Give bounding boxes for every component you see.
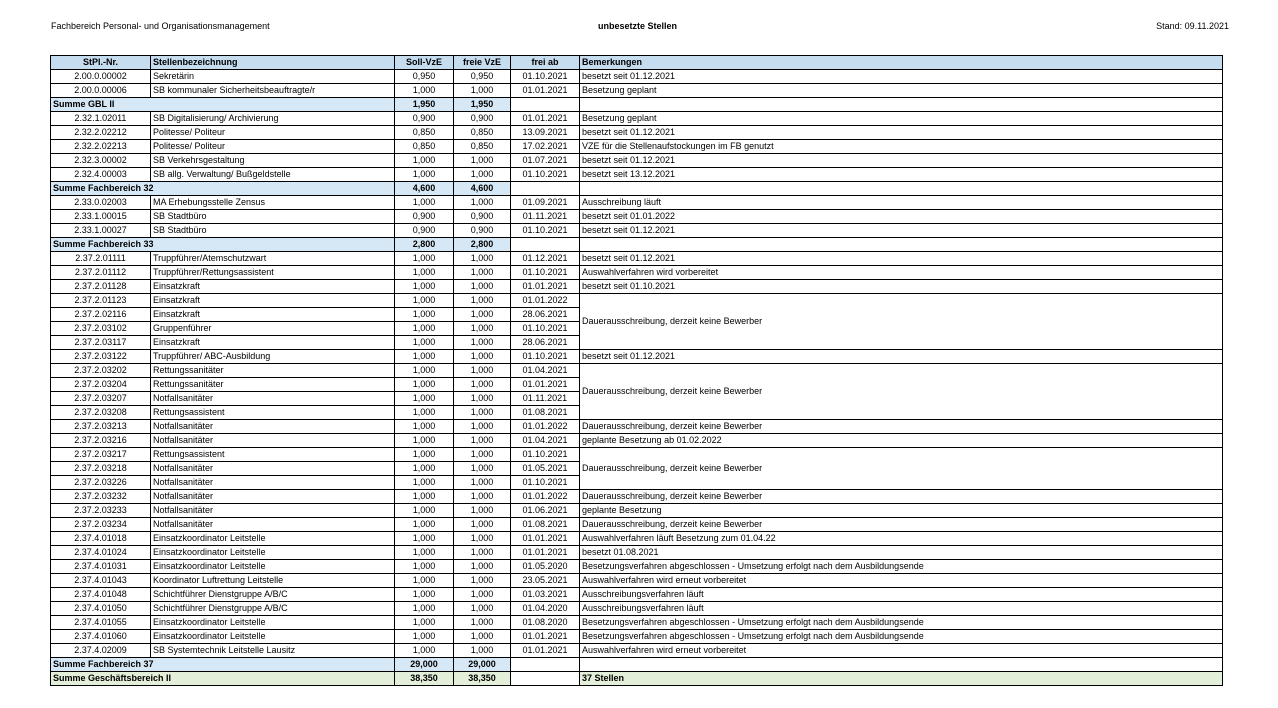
- subtotal-row: [51, 98, 1223, 112]
- table-row: [51, 448, 1223, 462]
- stpl-nr-cell: 2.37.2.02116: [51, 308, 151, 322]
- subtotal-label: Summe Fachbereich 32: [51, 182, 395, 196]
- frei-ab-cell: 01.07.2021: [511, 154, 580, 168]
- table-row: [51, 280, 1223, 294]
- position-title-cell: Truppführer/ ABC-Ausbildung: [151, 350, 395, 364]
- freie-vze-cell: 1,000: [454, 280, 511, 294]
- position-title-cell: Notfallsanitäter: [151, 420, 395, 434]
- freie-vze-cell: 0,900: [454, 112, 511, 126]
- table-row: [51, 70, 1223, 84]
- soll-vze-cell: 1,000: [395, 196, 454, 210]
- soll-vze-sum: 29,000: [395, 658, 454, 672]
- frei-ab-cell: 01.10.2021: [511, 266, 580, 280]
- stpl-nr-cell: 2.37.4.01055: [51, 616, 151, 630]
- frei-ab-cell: 01.01.2021: [511, 84, 580, 98]
- remarks-cell: geplante Besetzung ab 01.02.2022: [580, 434, 1223, 448]
- soll-vze-sum: 2,800: [395, 238, 454, 252]
- frei-ab-cell: 28.06.2021: [511, 336, 580, 350]
- column-header-bemerkungen: Bemerkungen: [580, 56, 1223, 70]
- frei-ab-cell: 01.08.2020: [511, 616, 580, 630]
- soll-vze-cell: 1,000: [395, 420, 454, 434]
- freie-vze-sum: 1,950: [454, 98, 511, 112]
- freie-vze-cell: 1,000: [454, 168, 511, 182]
- table-row: [51, 126, 1223, 140]
- remarks-cell: Auswahlverfahren wird vorbereitet: [580, 266, 1223, 280]
- table-row: [51, 210, 1223, 224]
- soll-vze-sum: 38,350: [395, 672, 454, 686]
- freie-vze-cell: 1,000: [454, 154, 511, 168]
- stpl-nr-cell: 2.37.2.03213: [51, 420, 151, 434]
- stpl-nr-cell: 2.37.4.01048: [51, 588, 151, 602]
- soll-vze-cell: 0,900: [395, 112, 454, 126]
- frei-ab-cell: 01.01.2021: [511, 532, 580, 546]
- stpl-nr-cell: 2.00.0.00006: [51, 84, 151, 98]
- remarks-cell: besetzt seit 01.12.2021: [580, 70, 1223, 84]
- table-row: [51, 588, 1223, 602]
- table-row: [51, 602, 1223, 616]
- table-row: [51, 574, 1223, 588]
- stpl-nr-cell: 2.37.2.03208: [51, 406, 151, 420]
- soll-vze-cell: 1,000: [395, 308, 454, 322]
- soll-vze-cell: 0,850: [395, 126, 454, 140]
- soll-vze-cell: 0,950: [395, 70, 454, 84]
- header-department: Fachbereich Personal- und Organisationsmanagement: [51, 21, 270, 31]
- column-header-freie-vze: freie VzE: [454, 56, 511, 70]
- soll-vze-cell: 1,000: [395, 294, 454, 308]
- position-title-cell: Koordinator Luftrettung Leitstelle: [151, 574, 395, 588]
- frei-ab-cell: [511, 182, 580, 196]
- remarks-cell: Auswahlverfahren wird erneut vorbereitet: [580, 644, 1223, 658]
- freie-vze-sum: 4,600: [454, 182, 511, 196]
- subtotal-label: Summe GBL II: [51, 98, 395, 112]
- frei-ab-cell: 01.03.2021: [511, 588, 580, 602]
- position-title-cell: Notfallsanitäter: [151, 518, 395, 532]
- stpl-nr-cell: 2.37.4.01024: [51, 546, 151, 560]
- soll-vze-cell: 1,000: [395, 280, 454, 294]
- remarks-cell: Besetzungsverfahren abgeschlossen - Umsetzung erfolgt nach dem Ausbildungsende: [580, 630, 1223, 644]
- freie-vze-cell: 1,000: [454, 84, 511, 98]
- position-title-cell: Schichtführer Dienstgruppe A/B/C: [151, 588, 395, 602]
- soll-vze-cell: 1,000: [395, 532, 454, 546]
- freie-vze-cell: 1,000: [454, 462, 511, 476]
- soll-vze-cell: 1,000: [395, 588, 454, 602]
- position-title-cell: Einsatzkoordinator Leitstelle: [151, 630, 395, 644]
- stpl-nr-cell: 2.32.3.00002: [51, 154, 151, 168]
- remarks-cell: besetzt seit 01.10.2021: [580, 280, 1223, 294]
- freie-vze-cell: 1,000: [454, 532, 511, 546]
- grand-total-row: [51, 672, 1223, 686]
- position-title-cell: SB Stadtbüro: [151, 210, 395, 224]
- table-row: [51, 490, 1223, 504]
- remarks-cell: besetzt seit 01.12.2021: [580, 126, 1223, 140]
- frei-ab-cell: 01.10.2021: [511, 350, 580, 364]
- subtotal-label: Summe Fachbereich 37: [51, 658, 395, 672]
- table-row: [51, 154, 1223, 168]
- position-title-cell: Einsatzkraft: [151, 336, 395, 350]
- soll-vze-cell: 0,900: [395, 210, 454, 224]
- position-title-cell: Rettungssanitäter: [151, 378, 395, 392]
- position-title-cell: SB Digitalisierung/ Archivierung: [151, 112, 395, 126]
- freie-vze-cell: 0,950: [454, 70, 511, 84]
- remarks-cell: Ausschreibung läuft: [580, 196, 1223, 210]
- column-header-frei-ab: frei ab: [511, 56, 580, 70]
- table-row: [51, 364, 1223, 378]
- frei-ab-cell: 13.09.2021: [511, 126, 580, 140]
- position-title-cell: Rettungsassistent: [151, 406, 395, 420]
- table-row: [51, 518, 1223, 532]
- table-row: [51, 560, 1223, 574]
- table-row: [51, 196, 1223, 210]
- freie-vze-cell: 1,000: [454, 364, 511, 378]
- remarks-cell: Besetzung geplant: [580, 112, 1223, 126]
- freie-vze-cell: 1,000: [454, 252, 511, 266]
- remarks-cell: Besetzungsverfahren abgeschlossen - Umsetzung erfolgt nach dem Ausbildungsende: [580, 616, 1223, 630]
- soll-vze-cell: 0,900: [395, 224, 454, 238]
- remarks-cell: Ausschreibungsverfahren läuft: [580, 588, 1223, 602]
- remarks-cell: Auswahlverfahren wird erneut vorbereitet: [580, 574, 1223, 588]
- remarks-cell: Auswahlverfahren läuft Besetzung zum 01.04.22: [580, 532, 1223, 546]
- freie-vze-cell: 1,000: [454, 322, 511, 336]
- frei-ab-cell: 01.01.2022: [511, 294, 580, 308]
- position-title-cell: Notfallsanitäter: [151, 504, 395, 518]
- remarks-cell: 37 Stellen: [580, 672, 1223, 686]
- subtotal-row: [51, 658, 1223, 672]
- position-title-cell: SB Verkehrsgestaltung: [151, 154, 395, 168]
- table-row: [51, 294, 1223, 308]
- table-row: [51, 630, 1223, 644]
- position-title-cell: SB Systemtechnik Leitstelle Lausitz: [151, 644, 395, 658]
- stpl-nr-cell: 2.37.2.03102: [51, 322, 151, 336]
- frei-ab-cell: 01.01.2021: [511, 630, 580, 644]
- table-row: [51, 420, 1223, 434]
- freie-vze-cell: 1,000: [454, 560, 511, 574]
- table-row: [51, 546, 1223, 560]
- stpl-nr-cell: 2.37.2.01128: [51, 280, 151, 294]
- frei-ab-cell: 01.01.2021: [511, 644, 580, 658]
- freie-vze-cell: 1,000: [454, 574, 511, 588]
- remarks-cell: Besetzung geplant: [580, 84, 1223, 98]
- frei-ab-cell: 01.01.2021: [511, 112, 580, 126]
- frei-ab-cell: [511, 658, 580, 672]
- subtotal-row: [51, 182, 1223, 196]
- stpl-nr-cell: 2.37.2.03216: [51, 434, 151, 448]
- freie-vze-cell: 1,000: [454, 266, 511, 280]
- remarks-cell: Besetzungsverfahren abgeschlossen - Umsetzung erfolgt nach dem Ausbildungsende: [580, 560, 1223, 574]
- frei-ab-cell: 28.06.2021: [511, 308, 580, 322]
- freie-vze-cell: 1,000: [454, 630, 511, 644]
- stpl-nr-cell: 2.37.4.01031: [51, 560, 151, 574]
- position-title-cell: Rettungssanitäter: [151, 364, 395, 378]
- frei-ab-cell: 01.04.2021: [511, 434, 580, 448]
- frei-ab-cell: 01.01.2021: [511, 280, 580, 294]
- position-title-cell: Sekretärin: [151, 70, 395, 84]
- freie-vze-sum: 38,350: [454, 672, 511, 686]
- freie-vze-cell: 1,000: [454, 406, 511, 420]
- remarks-cell: besetzt seit 13.12.2021: [580, 168, 1223, 182]
- position-title-cell: Truppführer/Rettungsassistent: [151, 266, 395, 280]
- table-row: [51, 140, 1223, 154]
- frei-ab-cell: 01.04.2021: [511, 364, 580, 378]
- column-header-stpl-nr: StPl.-Nr.: [51, 56, 151, 70]
- freie-vze-cell: 1,000: [454, 350, 511, 364]
- soll-vze-cell: 1,000: [395, 392, 454, 406]
- frei-ab-cell: 01.05.2020: [511, 560, 580, 574]
- header-date: Stand: 09.11.2021: [1156, 21, 1229, 31]
- stpl-nr-cell: 2.37.2.03122: [51, 350, 151, 364]
- frei-ab-cell: 01.01.2021: [511, 378, 580, 392]
- frei-ab-cell: 17.02.2021: [511, 140, 580, 154]
- frei-ab-cell: 01.10.2021: [511, 224, 580, 238]
- frei-ab-cell: [511, 238, 580, 252]
- subtotal-row: [51, 238, 1223, 252]
- remarks-cell: besetzt seit 01.12.2021: [580, 224, 1223, 238]
- frei-ab-cell: [511, 672, 580, 686]
- subtotal-label: Summe Geschäftsbereich II: [51, 672, 395, 686]
- position-title-cell: Notfallsanitäter: [151, 462, 395, 476]
- position-title-cell: Einsatzkoordinator Leitstelle: [151, 532, 395, 546]
- soll-vze-cell: 1,000: [395, 336, 454, 350]
- stpl-nr-cell: 2.33.1.00027: [51, 224, 151, 238]
- soll-vze-cell: 1,000: [395, 518, 454, 532]
- freie-vze-cell: 1,000: [454, 644, 511, 658]
- soll-vze-cell: 1,000: [395, 448, 454, 462]
- soll-vze-cell: 1,000: [395, 378, 454, 392]
- table-row: [51, 532, 1223, 546]
- position-title-cell: SB allg. Verwaltung/ Bußgeldstelle: [151, 168, 395, 182]
- position-title-cell: Notfallsanitäter: [151, 434, 395, 448]
- freie-vze-sum: 29,000: [454, 658, 511, 672]
- stpl-nr-cell: 2.37.2.03202: [51, 364, 151, 378]
- frei-ab-cell: 01.09.2021: [511, 196, 580, 210]
- freie-vze-cell: 1,000: [454, 448, 511, 462]
- remarks-cell: [580, 658, 1223, 672]
- remarks-cell: besetzt seit 01.12.2021: [580, 350, 1223, 364]
- freie-vze-cell: 1,000: [454, 518, 511, 532]
- stpl-nr-cell: 2.33.0.02003: [51, 196, 151, 210]
- position-title-cell: Notfallsanitäter: [151, 392, 395, 406]
- soll-vze-cell: 1,000: [395, 266, 454, 280]
- freie-vze-cell: 0,900: [454, 210, 511, 224]
- freie-vze-cell: 1,000: [454, 546, 511, 560]
- soll-vze-cell: 1,000: [395, 406, 454, 420]
- frei-ab-cell: 01.12.2021: [511, 252, 580, 266]
- stpl-nr-cell: 2.37.2.01112: [51, 266, 151, 280]
- stpl-nr-cell: 2.32.2.02212: [51, 126, 151, 140]
- table-row: [51, 224, 1223, 238]
- stpl-nr-cell: 2.37.2.01123: [51, 294, 151, 308]
- remarks-cell: [580, 98, 1223, 112]
- remarks-cell: [580, 182, 1223, 196]
- column-header-stellenbezeichnung: Stellenbezeichnung: [151, 56, 395, 70]
- soll-vze-sum: 4,600: [395, 182, 454, 196]
- frei-ab-cell: 01.01.2022: [511, 420, 580, 434]
- freie-vze-cell: 1,000: [454, 602, 511, 616]
- position-title-cell: MA Erhebungsstelle Zensus: [151, 196, 395, 210]
- frei-ab-cell: 01.08.2021: [511, 518, 580, 532]
- soll-vze-cell: 1,000: [395, 322, 454, 336]
- soll-vze-cell: 1,000: [395, 168, 454, 182]
- stpl-nr-cell: 2.37.2.03234: [51, 518, 151, 532]
- stpl-nr-cell: 2.37.2.01111: [51, 252, 151, 266]
- position-title-cell: Einsatzkraft: [151, 280, 395, 294]
- remarks-cell: besetzt seit 01.01.2022: [580, 210, 1223, 224]
- freie-vze-cell: 1,000: [454, 196, 511, 210]
- freie-vze-cell: 1,000: [454, 588, 511, 602]
- freie-vze-cell: 0,850: [454, 126, 511, 140]
- frei-ab-cell: 01.08.2021: [511, 406, 580, 420]
- stpl-nr-cell: 2.37.4.01060: [51, 630, 151, 644]
- remarks-cell: Ausschreibungsverfahren läuft: [580, 602, 1223, 616]
- soll-vze-cell: 1,000: [395, 546, 454, 560]
- soll-vze-cell: 1,000: [395, 154, 454, 168]
- remarks-cell: besetzt 01.08.2021: [580, 546, 1223, 560]
- remarks-cell: Dauerausschreibung, derzeit keine Bewerber: [580, 518, 1223, 532]
- table-row: [51, 504, 1223, 518]
- remarks-cell: besetzt seit 01.12.2021: [580, 154, 1223, 168]
- frei-ab-cell: 01.04.2020: [511, 602, 580, 616]
- position-title-cell: Einsatzkoordinator Leitstelle: [151, 546, 395, 560]
- stpl-nr-cell: 2.00.0.00002: [51, 70, 151, 84]
- stpl-nr-cell: 2.37.2.03207: [51, 392, 151, 406]
- freie-vze-cell: 1,000: [454, 616, 511, 630]
- soll-vze-cell: 1,000: [395, 630, 454, 644]
- soll-vze-cell: 1,000: [395, 476, 454, 490]
- stpl-nr-cell: 2.37.2.03218: [51, 462, 151, 476]
- table-row: [51, 616, 1223, 630]
- soll-vze-cell: 1,000: [395, 364, 454, 378]
- position-title-cell: SB Stadtbüro: [151, 224, 395, 238]
- table-header-row: [51, 56, 1223, 70]
- stpl-nr-cell: 2.37.2.03117: [51, 336, 151, 350]
- table-row: [51, 350, 1223, 364]
- frei-ab-cell: 01.10.2021: [511, 168, 580, 182]
- frei-ab-cell: 01.10.2021: [511, 322, 580, 336]
- position-title-cell: Schichtführer Dienstgruppe A/B/C: [151, 602, 395, 616]
- freie-vze-cell: 1,000: [454, 308, 511, 322]
- stpl-nr-cell: 2.33.1.00015: [51, 210, 151, 224]
- remarks-cell: geplante Besetzung: [580, 504, 1223, 518]
- table-row: [51, 434, 1223, 448]
- table-row: [51, 112, 1223, 126]
- frei-ab-cell: [511, 98, 580, 112]
- position-title-cell: Gruppenführer: [151, 322, 395, 336]
- soll-vze-cell: 1,000: [395, 616, 454, 630]
- soll-vze-sum: 1,950: [395, 98, 454, 112]
- soll-vze-cell: 1,000: [395, 462, 454, 476]
- frei-ab-cell: 01.11.2021: [511, 392, 580, 406]
- position-title-cell: Einsatzkraft: [151, 294, 395, 308]
- freie-vze-cell: 0,850: [454, 140, 511, 154]
- freie-vze-cell: 1,000: [454, 294, 511, 308]
- remarks-cell: Dauerausschreibung, derzeit keine Bewerber: [580, 364, 1223, 420]
- position-title-cell: Notfallsanitäter: [151, 476, 395, 490]
- stpl-nr-cell: 2.37.4.01043: [51, 574, 151, 588]
- vacancies-table: [50, 55, 1223, 686]
- frei-ab-cell: 01.10.2021: [511, 448, 580, 462]
- stpl-nr-cell: 2.37.4.02009: [51, 644, 151, 658]
- remarks-cell: Dauerausschreibung, derzeit keine Bewerber: [580, 294, 1223, 350]
- table-row: [51, 168, 1223, 182]
- remarks-cell: besetzt seit 01.12.2021: [580, 252, 1223, 266]
- soll-vze-cell: 1,000: [395, 490, 454, 504]
- stpl-nr-cell: 2.37.4.01050: [51, 602, 151, 616]
- freie-vze-cell: 1,000: [454, 490, 511, 504]
- table-row: [51, 252, 1223, 266]
- freie-vze-cell: 1,000: [454, 420, 511, 434]
- table-row: [51, 84, 1223, 98]
- soll-vze-cell: 1,000: [395, 350, 454, 364]
- stpl-nr-cell: 2.37.2.03232: [51, 490, 151, 504]
- soll-vze-cell: 1,000: [395, 504, 454, 518]
- table-row: [51, 266, 1223, 280]
- position-title-cell: Rettungsassistent: [151, 448, 395, 462]
- remarks-cell: [580, 238, 1223, 252]
- frei-ab-cell: 01.10.2021: [511, 476, 580, 490]
- soll-vze-cell: 1,000: [395, 574, 454, 588]
- position-title-cell: Einsatzkraft: [151, 308, 395, 322]
- soll-vze-cell: 1,000: [395, 84, 454, 98]
- remarks-cell: Dauerausschreibung, derzeit keine Bewerber: [580, 420, 1223, 434]
- soll-vze-cell: 1,000: [395, 602, 454, 616]
- freie-vze-cell: 1,000: [454, 392, 511, 406]
- soll-vze-cell: 1,000: [395, 644, 454, 658]
- soll-vze-cell: 0,850: [395, 140, 454, 154]
- stpl-nr-cell: 2.37.4.01018: [51, 532, 151, 546]
- freie-vze-cell: 1,000: [454, 336, 511, 350]
- column-header-soll-vze: Soll-VzE: [395, 56, 454, 70]
- soll-vze-cell: 1,000: [395, 434, 454, 448]
- frei-ab-cell: 01.10.2021: [511, 70, 580, 84]
- frei-ab-cell: 01.05.2021: [511, 462, 580, 476]
- stpl-nr-cell: 2.32.1.02011: [51, 112, 151, 126]
- stpl-nr-cell: 2.37.2.03217: [51, 448, 151, 462]
- table-row: [51, 644, 1223, 658]
- stpl-nr-cell: 2.37.2.03226: [51, 476, 151, 490]
- freie-vze-cell: 0,900: [454, 224, 511, 238]
- header-title: unbesetzte Stellen: [598, 21, 678, 31]
- subtotal-label: Summe Fachbereich 33: [51, 238, 395, 252]
- frei-ab-cell: 01.01.2022: [511, 490, 580, 504]
- position-title-cell: SB kommunaler Sicherheitsbeauftragte/r: [151, 84, 395, 98]
- stpl-nr-cell: 2.32.4.00003: [51, 168, 151, 182]
- freie-vze-cell: 1,000: [454, 378, 511, 392]
- stpl-nr-cell: 2.37.2.03233: [51, 504, 151, 518]
- position-title-cell: Notfallsanitäter: [151, 490, 395, 504]
- frei-ab-cell: 01.11.2021: [511, 210, 580, 224]
- frei-ab-cell: 23.05.2021: [511, 574, 580, 588]
- remarks-cell: Dauerausschreibung, derzeit keine Bewerber: [580, 490, 1223, 504]
- remarks-cell: VZE für die Stellenaufstockungen im FB genutzt: [580, 140, 1223, 154]
- stpl-nr-cell: 2.32.2.02213: [51, 140, 151, 154]
- freie-vze-cell: 1,000: [454, 504, 511, 518]
- position-title-cell: Politesse/ Politeur: [151, 126, 395, 140]
- freie-vze-cell: 1,000: [454, 434, 511, 448]
- position-title-cell: Einsatzkoordinator Leitstelle: [151, 616, 395, 630]
- soll-vze-cell: 1,000: [395, 252, 454, 266]
- soll-vze-cell: 1,000: [395, 560, 454, 574]
- stpl-nr-cell: 2.37.2.03204: [51, 378, 151, 392]
- position-title-cell: Politesse/ Politeur: [151, 140, 395, 154]
- frei-ab-cell: 01.06.2021: [511, 504, 580, 518]
- freie-vze-cell: 1,000: [454, 476, 511, 490]
- position-title-cell: Einsatzkoordinator Leitstelle: [151, 560, 395, 574]
- remarks-cell: Dauerausschreibung, derzeit keine Bewerber: [580, 448, 1223, 490]
- freie-vze-sum: 2,800: [454, 238, 511, 252]
- frei-ab-cell: 01.01.2021: [511, 546, 580, 560]
- position-title-cell: Truppführer/Atemschutzwart: [151, 252, 395, 266]
